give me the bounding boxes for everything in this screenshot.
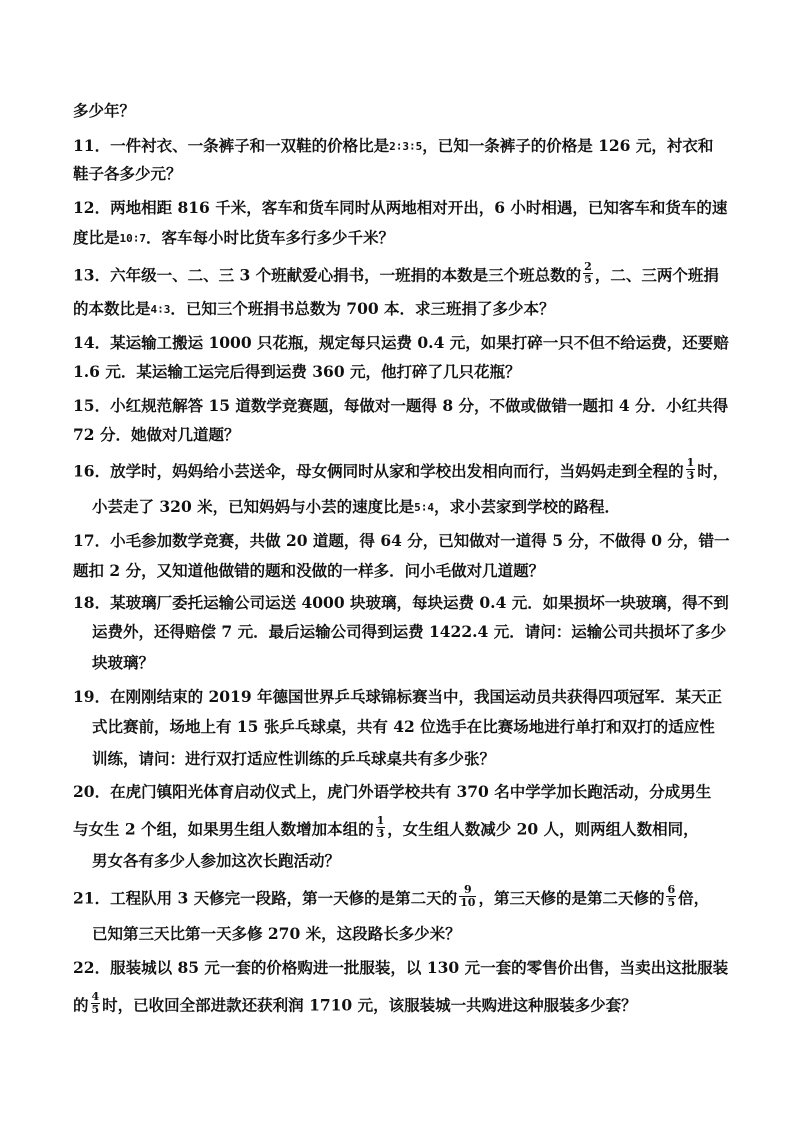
problem-11 [73,136,713,158]
text: ，已知一条裤子的价格是 126 元，衬衣和 [422,136,714,155]
text: 男女各有多少人参加这次长跑活动？ [92,851,341,870]
problem-20-cont [73,814,699,843]
text: 的 [73,995,89,1015]
text: 的本数比是 [73,299,151,318]
text: ，二、三两个班捐 [594,265,719,285]
text: 与女生 2 个组，如果男生组人数增加本组的 [73,819,374,839]
frac-num: 2 [584,260,592,273]
problem-22 [73,958,728,978]
frac-num: 4 [91,990,100,1003]
text: 14．某运输工搬运 1000 只花瓶，规定每只运费 0.4 元，如果打碎一只不但不给运费，还要赔 [73,333,729,352]
problem-14-cont [73,362,521,382]
text: 训练，请问：进行双打适应性训练的乒乓球桌共有多少张？ [92,749,496,768]
frac-den: 3 [686,469,695,482]
text: 1.6 元．某运输工运完后得到运费 360 元，他打碎了几只花瓶？ [73,362,521,381]
problem-20-cont2 [92,851,340,871]
text: ．客车每小时比货车多行多少千米？ [146,228,395,247]
text: 已知第三天比第一天多修 270 米，这段路长多少米？ [92,924,461,943]
problem-17-cont [73,561,544,581]
text: 块玻璃？ [92,653,155,672]
text: 倍， [678,888,710,908]
frac-den: 5 [667,896,676,909]
text: 时，已收回全部进款还获利润 1710 元，该服装城一共购进这种服装多少套？ [102,995,637,1015]
problem-13-cont [73,299,555,321]
problem-15-cont [73,425,239,445]
text: 19．在刚刚结束的 2019 年德国世界乒乓球锦标赛当中，我国运动员共获得四项冠军．某天正 [73,687,723,706]
fraction [583,261,593,286]
fraction [686,457,696,482]
text: 15．小红规范解答 15 道数学竞赛题，每做对一题得 8 分，不做或做错一题扣 4 分．小红共得 [73,396,729,415]
problem-19-cont [92,717,715,737]
text: 度比是 [73,228,120,247]
frac-num: 1 [376,814,385,827]
problem-16 [73,456,729,485]
text: 21．工程队用 3 天修完一段路，第一天修的是第二天的 [73,888,458,908]
text: 鞋子各多少元？ [73,164,182,183]
text: ，求小芸家到学校的路程． [434,497,621,516]
text: ，第三天修的是第二天修的 [478,888,665,908]
problem-20 [73,782,711,802]
problem-12 [73,198,727,218]
frac-den: 10 [460,896,476,909]
text: 式比赛前，场地上有 15 张乒乓球桌，共有 42 位选手在比赛场地进行单打和双打的适应性 [92,717,715,736]
ratio: 2∶3∶5 [389,140,423,153]
ratio: 5∶4 [414,501,435,514]
ratio: 10∶7 [119,232,147,245]
problem-21-cont [92,924,461,944]
problem-16-cont [92,497,620,519]
text: 时， [697,461,729,481]
problem-12-cont [73,228,394,250]
frac-den: 5 [91,1003,100,1016]
problem-17 [73,531,729,551]
ratio: 4∶3 [150,303,171,316]
text: ．已知三个班捐书总数为 700 本．求三班捐了多少本？ [170,299,555,318]
text: 11．一件衬衣、一条裤子和一双鞋的价格比是 [73,136,390,155]
text: 22．服装城以 85 元一套的价格购进一批服装，以 130 元一套的零售价出售，当卖出这批服装 [73,958,729,977]
fraction [459,884,476,909]
problem-18 [73,593,729,613]
text: 72 分．她做对几道题？ [73,425,240,444]
text: 题扣 2 分，又知道他做错的题和没做的一样多．问小毛做对几道题？ [73,561,545,580]
problem-18-cont [92,622,726,642]
problem-11-cont [73,164,182,184]
fraction [91,991,101,1016]
fraction [376,815,386,840]
frac-den: 5 [584,273,592,286]
problem-21 [73,883,710,912]
fraction [666,884,676,909]
problem-15 [73,396,728,416]
frac-num: 9 [463,883,472,896]
problem-19 [73,687,722,707]
text: 小芸走了 320 米，已知妈妈与小芸的速度比是 [92,497,415,516]
problem-14 [73,333,729,353]
text: 20．在虎门镇阳光体育启动仪式上，虎门外语学校共有 370 名中学学加长跑活动，分成男生 [73,782,712,801]
text: 运费外，还得赔偿 7 元．最后运输公司得到运费 1422.4 元．请问：运输公司共损坏了多少 [92,622,727,641]
frac-num: 6 [667,883,676,896]
text: 12．两地相距 816 千米，客车和货车同时从两地相对开出，6 小时相遇，已知客车和货车的速 [73,198,728,217]
problem-18-cont2 [92,653,154,673]
frac-num: 1 [686,456,695,469]
problem-22-cont [73,990,637,1019]
text: 17．小毛参加数学竞赛，共做 20 道题，得 64 分，已知做对一道得 5 分，不做得 0 分，错一 [73,531,730,550]
text: 18．某玻璃厂委托运输公司运送 4000 块玻璃，每块运费 0.4 元．如果损坏一块玻璃，得不到 [73,593,729,612]
text: 13．六年级一、二、三 3 个班献爱心捐书，一班捐的本数是三个班总数的 [73,265,582,285]
text: 多少年？ [73,101,136,120]
text: ，女生组人数减少 20 人，则两组人数相同， [387,819,699,839]
problem-19-cont2 [92,749,495,769]
text: 16．放学时，妈妈给小芸送伞，母女俩同时从家和学校出发相向而行，当妈妈走到全程的 [73,461,684,481]
problem-10-tail [73,101,135,121]
frac-den: 3 [376,827,385,840]
problem-13 [73,260,719,289]
